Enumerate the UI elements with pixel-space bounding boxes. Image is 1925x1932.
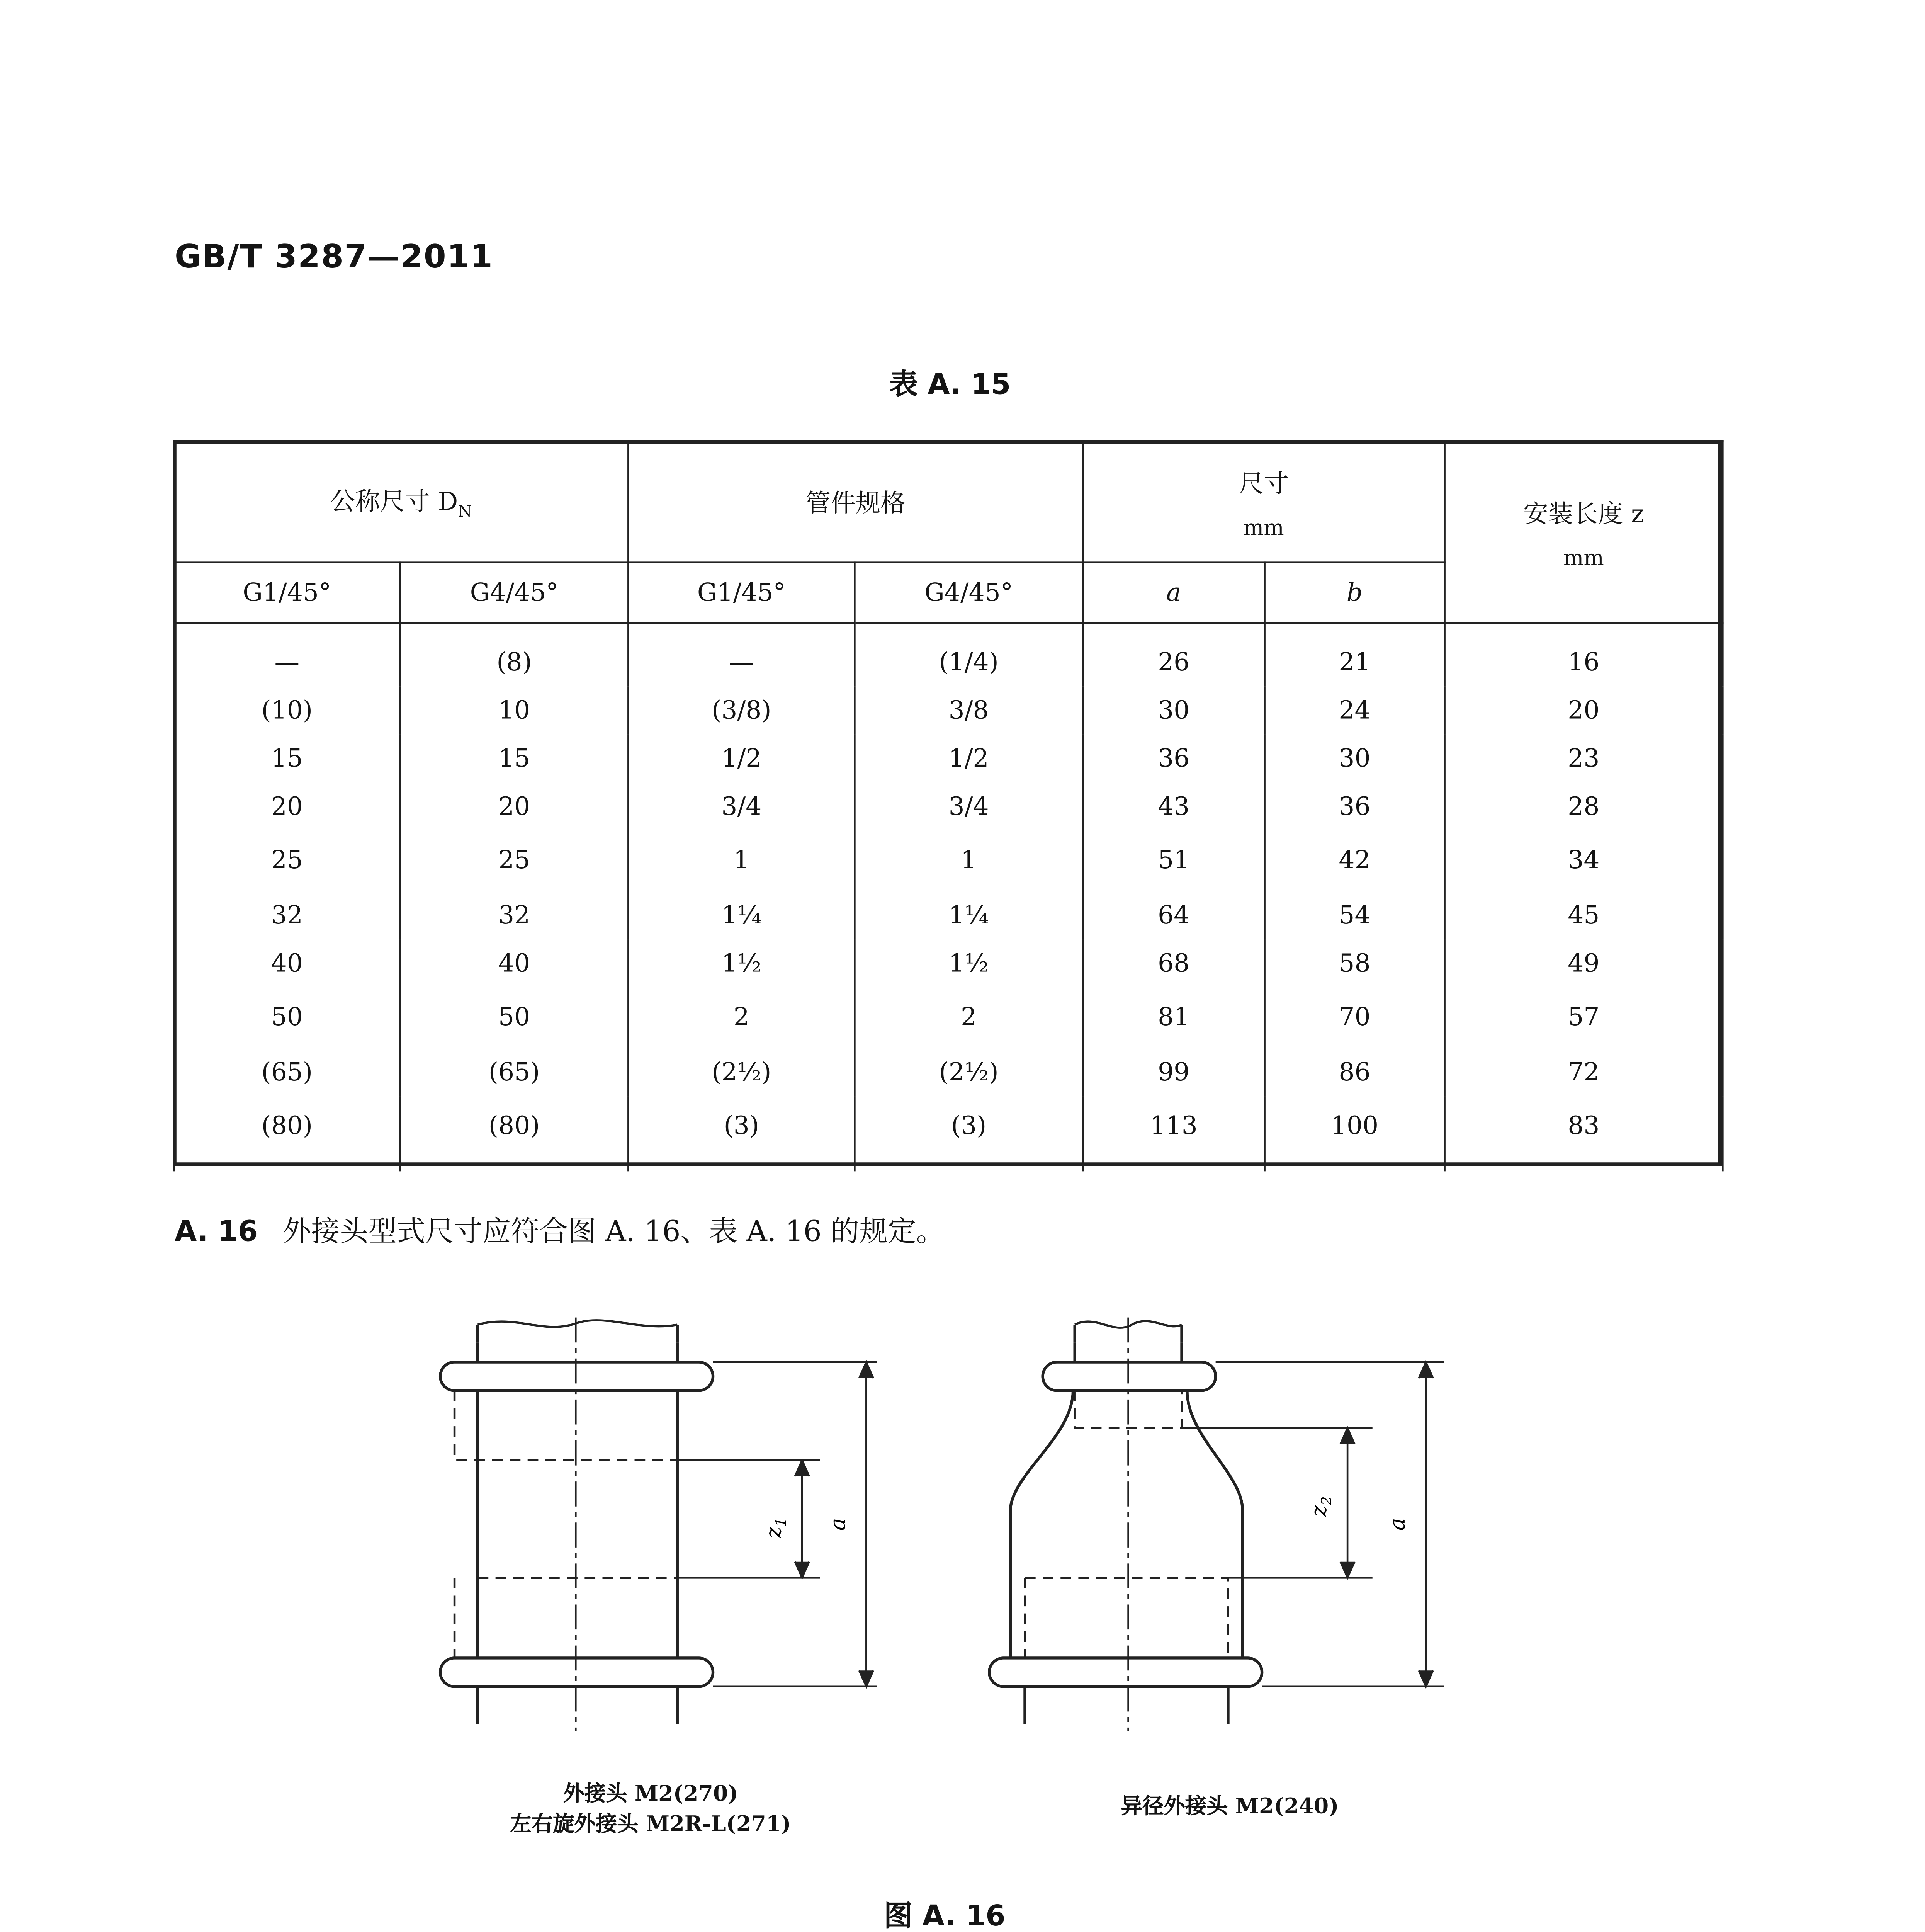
table-a15: [173, 440, 1724, 1172]
table-a15-cell: 24: [1265, 686, 1445, 735]
header-fitting-spec: 管件规格: [628, 441, 1083, 563]
table-a15-cell: 86: [1265, 1048, 1445, 1097]
table-a15-cell: 20: [174, 783, 400, 831]
figure-label-right: 异径外接头 M2(240): [1121, 1793, 1339, 1819]
dim-label-a-left: a: [825, 1518, 850, 1531]
table-a15-cell: (1/4): [855, 638, 1083, 687]
table-a15-cell: 36: [1083, 735, 1265, 783]
table-a15-cell: 83: [1445, 1097, 1723, 1157]
table-a15-cell: 30: [1083, 686, 1265, 735]
table-a15-cell: (65): [174, 1048, 400, 1097]
table-a15-cell: 1: [855, 831, 1083, 891]
table-a15-body: [174, 623, 1723, 1172]
table-a15-cell: 1¼: [855, 891, 1083, 940]
clause-number: A. 16: [175, 1214, 258, 1248]
table-a15-cell: 10: [400, 686, 629, 735]
table-a15-row: [174, 831, 1723, 891]
table-a15-cell: 50: [174, 988, 400, 1048]
table-a15-cell: 99: [1083, 1048, 1265, 1097]
coupling-m2-drawing: [440, 1318, 877, 1731]
table-a15-row: [174, 638, 1723, 687]
header-dim-a: a: [1083, 563, 1265, 623]
table-a15-cell: 50: [400, 988, 629, 1048]
table-a15-cell: 23: [1445, 735, 1723, 783]
table-a15-cell: 42: [1265, 831, 1445, 891]
table-a15-cell: 2: [855, 988, 1083, 1048]
table-a15-cell: 16: [1445, 638, 1723, 687]
table-a15-row: [174, 940, 1723, 988]
table-a15-cell: 68: [1083, 940, 1265, 988]
document-id: GB/T 3287—2011: [175, 239, 494, 277]
table-a15-cell: 25: [400, 831, 629, 891]
header-install-length: 安装长度 z mm: [1445, 441, 1723, 623]
table-a15-cell: 26: [1083, 638, 1265, 687]
table-a15-cell: (80): [174, 1097, 400, 1157]
table-a15-cell: 113: [1083, 1097, 1265, 1157]
reducing-coupling-drawing: [989, 1318, 1444, 1731]
table-a15-cell: (10): [174, 686, 400, 735]
table-a15-cell: 3/8: [855, 686, 1083, 735]
table-a15-cell: 1: [628, 831, 855, 891]
table-a15-row: [174, 735, 1723, 783]
table-a15-cell: 3/4: [855, 783, 1083, 831]
table-a15-cell: (2½): [628, 1048, 855, 1097]
table-a15-cell: —: [174, 638, 400, 687]
table-a15-cell: (3): [855, 1097, 1083, 1157]
table-a15-row: [174, 686, 1723, 735]
clause-a16: [175, 1209, 945, 1250]
header-nominal-size: 公称尺寸 $D_N$: [174, 441, 629, 563]
table-a15-cell: 15: [400, 735, 629, 783]
figure-a16-caption: 图 A. 16: [884, 1898, 1006, 1932]
table-a15-cell: 34: [1445, 831, 1723, 891]
table-a15-cell: (80): [400, 1097, 629, 1157]
header-g4-dn: G4/45°: [400, 563, 629, 623]
table-a15-cell: 21: [1265, 638, 1445, 687]
table-a15-cell: (65): [400, 1048, 629, 1097]
table-a15-cell: —: [628, 638, 855, 687]
table-a15-cell: 81: [1083, 988, 1265, 1048]
header-dim-b: b: [1265, 563, 1445, 623]
table-a15-cell: 51: [1083, 831, 1265, 891]
table-a15-cell: 1½: [628, 940, 855, 988]
figure-a16-drawing: [410, 1310, 1479, 1738]
table-a15-cell: 1¼: [628, 891, 855, 940]
table-a15-cell: 40: [174, 940, 400, 988]
table-a15-cell: 43: [1083, 783, 1265, 831]
table-a15-row: [174, 1097, 1723, 1157]
table-a15-cell: 3/4: [628, 783, 855, 831]
table-a15-cell: 100: [1265, 1097, 1445, 1157]
table-a15-cell: 20: [1445, 686, 1723, 735]
table-a15-cell: 36: [1265, 783, 1445, 831]
dim-label-z1: $z_1$: [761, 1517, 790, 1538]
table-a15-cell: (2½): [855, 1048, 1083, 1097]
table-a15-cell: (8): [400, 638, 629, 687]
header-g1-spec: G1/45°: [628, 563, 855, 623]
table-a15-cell: (3): [628, 1097, 855, 1157]
table-a15-cell: 25: [174, 831, 400, 891]
table-a15-caption: 表 A. 15: [889, 367, 1011, 401]
header-dimension: 尺寸 mm: [1083, 441, 1445, 563]
table-a15-cell: 20: [400, 783, 629, 831]
table-a15-cell: 57: [1445, 988, 1723, 1048]
table-a15-cell: 64: [1083, 891, 1265, 940]
table-a15-cell: 1/2: [628, 735, 855, 783]
figure-label-left: 外接头 M2(270) 左右旋外接头 M2R-L(271): [510, 1781, 791, 1837]
dim-label-z2: $z_2$: [1307, 1496, 1335, 1517]
table-a15-cell: (3/8): [628, 686, 855, 735]
table-a15-cell: 32: [174, 891, 400, 940]
table-a15-row: [174, 783, 1723, 831]
table-a15-cell: 54: [1265, 891, 1445, 940]
table-a15-cell: 32: [400, 891, 629, 940]
header-g1-dn: G1/45°: [174, 563, 400, 623]
table-a15-row: [174, 1048, 1723, 1097]
table-a15-cell: 58: [1265, 940, 1445, 988]
table-a15-cell: 1½: [855, 940, 1083, 988]
table-a15-cell: 49: [1445, 940, 1723, 988]
table-a15-cell: 70: [1265, 988, 1445, 1048]
table-a15-cell: 40: [400, 940, 629, 988]
table-a15-cell: 45: [1445, 891, 1723, 940]
table-a15-row: [174, 988, 1723, 1048]
table-a15-cell: 15: [174, 735, 400, 783]
table-a15-cell: 28: [1445, 783, 1723, 831]
table-a15-cell: 30: [1265, 735, 1445, 783]
table-a15-cell: 72: [1445, 1048, 1723, 1097]
table-a15-cell: 1/2: [855, 735, 1083, 783]
header-g4-spec: G4/45°: [855, 563, 1083, 623]
dim-label-a-right: a: [1385, 1518, 1410, 1531]
table-a15-row: [174, 891, 1723, 940]
table-a15-cell: 2: [628, 988, 855, 1048]
clause-text: 外接头型式尺寸应符合图 A. 16、表 A. 16 的规定。: [282, 1214, 945, 1248]
